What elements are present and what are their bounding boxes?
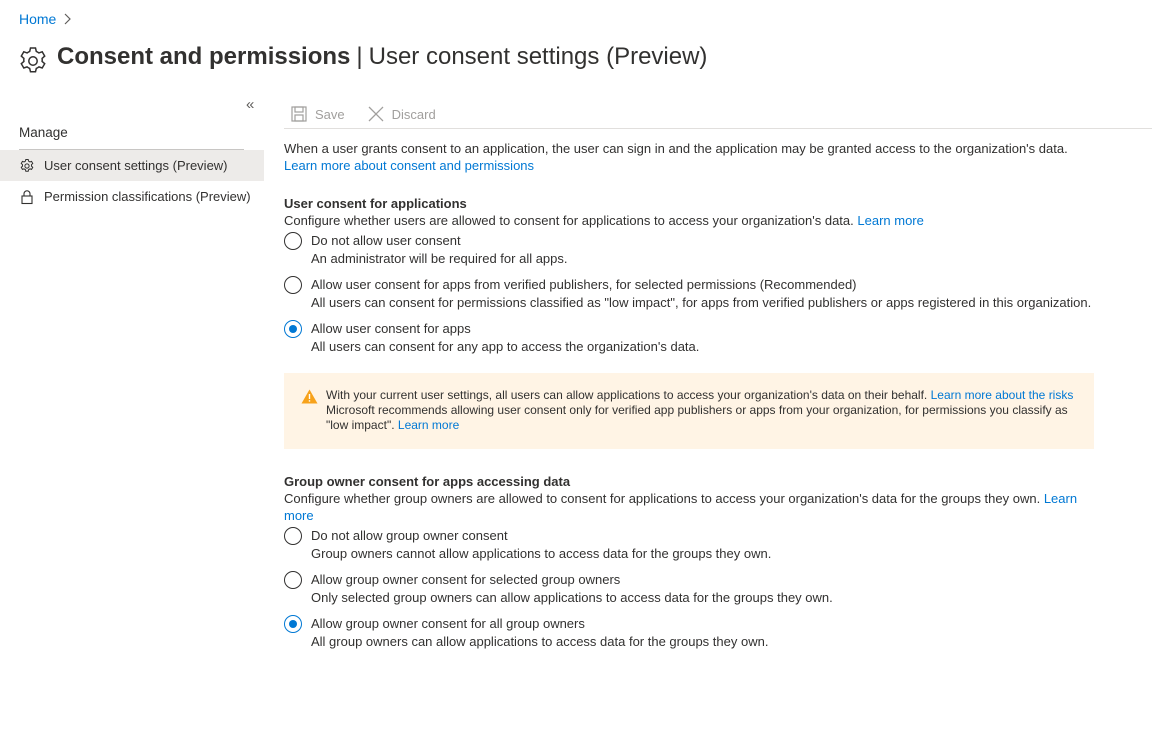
radio-button[interactable]	[284, 276, 302, 294]
gear-icon	[17, 45, 49, 77]
intro	[284, 140, 1094, 174]
discard-button[interactable]	[361, 105, 436, 123]
save-label: Save	[315, 106, 345, 122]
learn-more-link[interactable]: Learn more	[857, 213, 924, 228]
chevron-right-icon	[63, 13, 71, 25]
radio-description: An administrator will be required for all apps.	[311, 251, 568, 266]
radio-do-not-allow-group-owner-consent[interactable]	[284, 527, 1094, 562]
section-description	[284, 490, 1084, 524]
radio-description: All group owners can allow applications to access data for the groups they own.	[311, 634, 769, 649]
section-title: User consent for applications	[284, 196, 467, 211]
user-consent-radio-group	[284, 232, 1094, 355]
breadcrumb-home-link[interactable]: Home	[19, 11, 57, 27]
radio-label: Allow group owner consent for selected group owners	[311, 572, 621, 587]
page-title-main: Consent and permissions	[57, 43, 351, 70]
save-icon	[290, 105, 308, 123]
warning-text	[326, 388, 1076, 433]
warning-message-bar	[284, 373, 1094, 449]
gear-icon	[19, 158, 35, 174]
sidebar-item-user-consent-settings[interactable]	[0, 150, 264, 181]
page-title-sub: User consent settings (Preview)	[368, 43, 708, 70]
radio-label: Do not allow user consent	[311, 233, 461, 248]
learn-more-consent-link[interactable]: Learn more about consent and permissions	[284, 158, 535, 173]
learn-more-link[interactable]: Learn more	[284, 491, 1078, 523]
radio-button[interactable]	[284, 527, 302, 545]
section-description	[284, 212, 1094, 229]
page-title-separator: |	[356, 43, 363, 70]
warning-text-1: With your current user settings, all users can allow applications to access your organization's data on their behalf.	[326, 388, 928, 402]
main-content	[284, 140, 1094, 659]
group-consent-radio-group	[284, 527, 1094, 650]
radio-label: Allow user consent for apps from verified publishers, for selected permissions (Recommended)	[311, 277, 857, 292]
radio-description: All users can consent for permissions classified as "low impact", for apps from verified publishers or apps registered in this organization.	[311, 295, 1092, 310]
section-title: Group owner consent for apps accessing data	[284, 474, 571, 489]
sidebar-item-permission-classifications[interactable]	[0, 181, 264, 212]
learn-more-risks-link[interactable]: Learn more about the risks	[930, 388, 1074, 402]
warning-icon	[301, 389, 318, 404]
group-owner-consent-section	[284, 473, 1094, 650]
lock-icon	[19, 189, 35, 205]
warning-text-2: Microsoft recommends allowing user consent only for verified app publishers or apps from your organization, for permissions you classify as "low impact".	[326, 403, 1068, 432]
radio-allow-selected-group-owners[interactable]	[284, 571, 1094, 606]
radio-label: Allow group owner consent for all group owners	[311, 616, 585, 631]
close-icon	[367, 105, 385, 123]
collapse-sidebar-button[interactable]: «	[246, 96, 255, 113]
section-description-text: Configure whether group owners are allowed to consent for applications to access your organization's data for the groups they own.	[284, 491, 1041, 506]
learn-more-link[interactable]: Learn more	[397, 418, 460, 432]
user-consent-section	[284, 195, 1094, 355]
radio-button[interactable]	[284, 571, 302, 589]
page-title	[57, 43, 707, 71]
discard-label: Discard	[391, 106, 436, 122]
radio-button-selected[interactable]	[284, 320, 302, 338]
sidebar-nav	[0, 150, 264, 212]
page-header	[17, 37, 707, 77]
radio-allow-verified-publishers[interactable]	[284, 276, 1094, 311]
radio-do-not-allow-user-consent[interactable]	[284, 232, 1094, 267]
radio-button-selected[interactable]	[284, 615, 302, 633]
radio-allow-user-consent-for-apps[interactable]	[284, 320, 1094, 355]
save-button[interactable]	[284, 105, 345, 123]
radio-description: All users can consent for any app to access the organization's data.	[311, 339, 700, 354]
radio-label: Allow user consent for apps	[311, 321, 471, 336]
sidebar-item-label: User consent settings (Preview)	[44, 158, 228, 173]
intro-text: When a user grants consent to an application, the user can sign in and the application may be granted access to the organization's data.	[284, 141, 1068, 156]
radio-description: Only selected group owners can allow applications to access data for the groups they own.	[311, 590, 833, 605]
sidebar-section-manage: Manage	[19, 125, 244, 150]
radio-label: Do not allow group owner consent	[311, 528, 508, 543]
command-bar	[284, 100, 1152, 129]
sidebar-item-label: Permission classifications (Preview)	[44, 189, 251, 204]
radio-allow-all-group-owners[interactable]	[284, 615, 1094, 650]
radio-description: Group owners cannot allow applications to access data for the groups they own.	[311, 546, 772, 561]
section-description-text: Configure whether users are allowed to consent for applications to access your organization's data.	[284, 213, 854, 228]
breadcrumb	[19, 11, 71, 27]
radio-button[interactable]	[284, 232, 302, 250]
